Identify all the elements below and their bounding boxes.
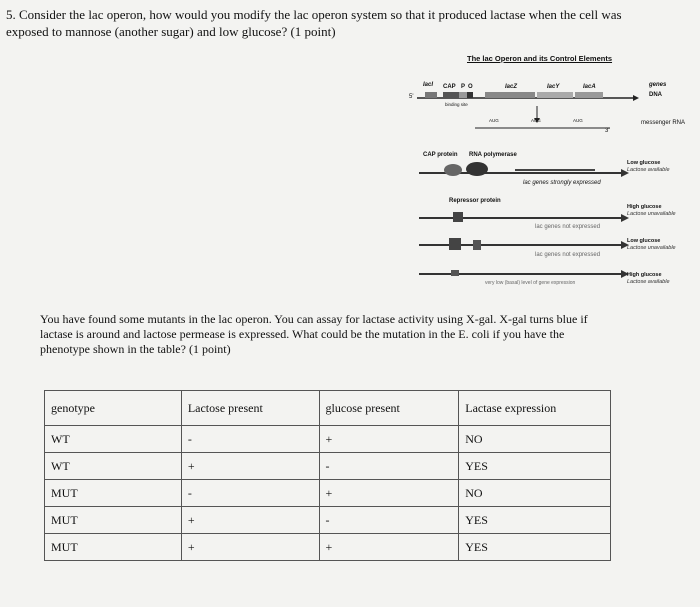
header-glucose: glucose present bbox=[319, 391, 459, 426]
row3-repressor bbox=[449, 238, 461, 250]
operator-block bbox=[467, 92, 473, 98]
cell-lactose: - bbox=[181, 480, 319, 507]
cell-lactase: NO bbox=[459, 480, 611, 507]
label-basal: very low (basal) level of gene expression bbox=[485, 280, 576, 286]
label-dna: DNA bbox=[649, 92, 662, 98]
codon-2: AUG bbox=[531, 118, 541, 123]
lac-operon-diagram bbox=[405, 48, 697, 308]
dna-arrow bbox=[633, 95, 639, 101]
cell-lactase: YES bbox=[459, 507, 611, 534]
label-mrna: messenger RNA bbox=[641, 120, 686, 126]
cap-protein-shape bbox=[444, 164, 462, 176]
rna-polymerase-shape bbox=[466, 162, 488, 176]
header-lactase: Lactase expression bbox=[459, 391, 611, 426]
codon-1: AUG bbox=[489, 118, 499, 123]
laci-block bbox=[425, 92, 437, 98]
question-5: 5. Consider the lac operon, how would you modify the lac operon system so that it produced lactase when the cell was exposed to mannose (another sugar) and low glucose? (1 point) bbox=[6, 7, 622, 39]
gene-laci: lacI bbox=[423, 82, 434, 88]
gene-lacz: lacZ bbox=[505, 84, 518, 90]
diagram-title: The lac Operon and its Control Elements bbox=[467, 54, 613, 63]
condition-2: High glucose Lactose unavailable bbox=[627, 204, 676, 217]
strand-3-prime: 3' bbox=[605, 128, 610, 134]
row3-block bbox=[473, 240, 481, 250]
label-cap-protein: CAP protein bbox=[423, 152, 458, 158]
cell-genotype: WT bbox=[45, 453, 182, 480]
cell-glucose: - bbox=[319, 507, 459, 534]
cell-glucose: + bbox=[319, 426, 459, 453]
cell-glucose: + bbox=[319, 534, 459, 561]
lacy-block bbox=[537, 92, 573, 98]
condition-1: Low glucose Lactose available bbox=[627, 160, 670, 173]
cell-lactase: NO bbox=[459, 426, 611, 453]
laca-block bbox=[575, 92, 603, 98]
cell-lactase: YES bbox=[459, 453, 611, 480]
gene-lacy: lacY bbox=[547, 84, 560, 90]
gene-o: O bbox=[468, 84, 473, 90]
table-row bbox=[45, 480, 611, 507]
strand-5-prime: 5' bbox=[409, 94, 414, 100]
cell-lactase: YES bbox=[459, 534, 611, 561]
label-not-expressed-2: lac genes not expressed bbox=[535, 252, 601, 258]
label-repressor: Repressor protein bbox=[449, 198, 501, 204]
gene-p: P bbox=[461, 84, 466, 90]
cell-genotype: WT bbox=[45, 426, 182, 453]
gene-laca: lacA bbox=[583, 84, 596, 90]
label-genes: genes bbox=[649, 82, 667, 88]
label-strongly-expressed: lac genes strongly expressed bbox=[523, 180, 601, 186]
header-genotype: genotype bbox=[45, 391, 182, 426]
cell-genotype: MUT bbox=[45, 480, 182, 507]
cell-genotype: MUT bbox=[45, 534, 182, 561]
cell-lactose: + bbox=[181, 507, 319, 534]
table-row bbox=[45, 507, 611, 534]
table-row bbox=[45, 453, 611, 480]
condition-3: Low glucose Lactose unavailable bbox=[627, 238, 676, 251]
table-row bbox=[45, 426, 611, 453]
header-lactose: Lactose present bbox=[181, 391, 319, 426]
cell-genotype: MUT bbox=[45, 507, 182, 534]
cell-glucose: + bbox=[319, 480, 459, 507]
row4-block bbox=[451, 270, 459, 276]
table-row bbox=[45, 534, 611, 561]
promoter-block bbox=[459, 92, 467, 98]
table-header-row bbox=[45, 391, 611, 426]
label-not-expressed-1: lac genes not expressed bbox=[535, 224, 601, 230]
label-rna-polymerase: RNA polymerase bbox=[469, 152, 517, 158]
phenotype-table bbox=[44, 390, 611, 561]
cell-glucose: - bbox=[319, 453, 459, 480]
question-mutants: You have found some mutants in the lac operon. You can assay for lactase activity using X-gal. X-gal turns blue if lactase is around and lactose permease is expressed. What could be the mutation in the E. coli if you have the phenotype shown in the table? (1 point) bbox=[40, 312, 588, 356]
condition-4: High glucose Lactose available bbox=[627, 272, 670, 285]
repressor-shape bbox=[453, 212, 463, 222]
codon-3: AUG bbox=[573, 118, 583, 123]
lacz-block bbox=[485, 92, 535, 98]
cell-lactose: + bbox=[181, 534, 319, 561]
binding-site-label: binding site bbox=[445, 102, 468, 107]
cap-site-block bbox=[443, 92, 459, 98]
cell-lactose: + bbox=[181, 453, 319, 480]
cell-lactose: - bbox=[181, 426, 319, 453]
gene-cap: CAP bbox=[443, 84, 456, 90]
